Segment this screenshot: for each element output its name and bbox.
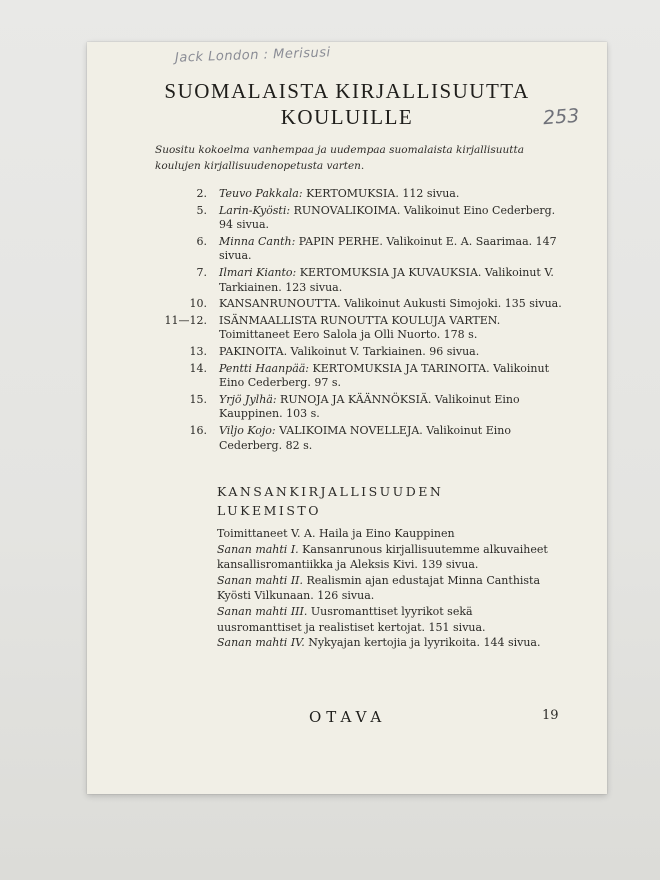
entry-author: Viljo Kojo: bbox=[219, 423, 276, 437]
list-item bbox=[137, 424, 567, 453]
section-title bbox=[217, 482, 443, 520]
entry-text bbox=[219, 266, 567, 295]
entry-number: 16. bbox=[189, 423, 207, 437]
list-item bbox=[137, 187, 567, 202]
list-item bbox=[137, 345, 567, 360]
handwritten-note: Jack London : Merisusi bbox=[174, 45, 331, 66]
list-item bbox=[137, 297, 567, 312]
entry-text bbox=[219, 362, 567, 391]
entry-text bbox=[219, 345, 567, 360]
entry-title: KERTOMUKSIA. 112 sivua. bbox=[306, 187, 460, 200]
entry-text bbox=[219, 314, 567, 343]
list-item bbox=[137, 314, 567, 343]
volume-text: Uusromanttiset lyyrikot sekä uusromanttiset ja realistiset kertojat. 151 sivua. bbox=[217, 604, 486, 634]
entry-number: 14. bbox=[189, 361, 207, 375]
entry-number: 15. bbox=[189, 392, 207, 406]
title-line-2: KOULUILLE bbox=[280, 105, 414, 129]
volume-name: Sanan mahti II. bbox=[217, 573, 304, 587]
entry-number: 13. bbox=[189, 344, 207, 358]
entry-title: PAPIN PERHE. Valikoinut E. A. Saarimaa. 147 sivua. bbox=[219, 234, 557, 263]
entry-number: 6. bbox=[196, 234, 207, 248]
intro-text: Suositu kokoelma vanhempaa ja uudempaa suomalaista kirjallisuutta koulujen kirjallisuudenopetusta varten. bbox=[155, 144, 524, 172]
volume-name: Sanan mahti I. bbox=[217, 542, 299, 556]
entry-title: PAKINOITA. Valikoinut V. Tarkiainen. 96 sivua. bbox=[219, 344, 480, 358]
section-body bbox=[217, 526, 557, 651]
entry-author: Larin-Kyösti: bbox=[219, 203, 291, 217]
volume-item bbox=[217, 542, 557, 573]
entry-number: 11—12. bbox=[164, 313, 207, 327]
entry-number: 7. bbox=[196, 265, 207, 279]
entry-text bbox=[219, 297, 567, 312]
volume-item bbox=[217, 635, 557, 651]
section-title-line-2: LUKEMISTO bbox=[217, 503, 322, 518]
entry-title: KANSANRUNOUTTA. Valikoinut Aukusti Simojoki. 135 sivua. bbox=[219, 297, 562, 311]
entry-text bbox=[219, 393, 567, 422]
volume-text: Kansanrunous kirjallisuutemme alkuvaiheet kansallisromantiikka ja Aleksis Kivi. 139 sivua. bbox=[217, 542, 548, 572]
entry-text bbox=[219, 187, 567, 202]
entry-title: RUNOJA JA KÄÄNNÖKSIÄ. Valikoinut Eino Kauppinen. 103 s. bbox=[219, 392, 520, 421]
entry-number: 10. bbox=[189, 297, 207, 311]
publisher-name: OTAVA bbox=[309, 708, 387, 726]
section-editors: Toimittaneet V. A. Haila ja Eino Kauppinen bbox=[217, 527, 455, 540]
series-list bbox=[137, 187, 567, 455]
entry-title: KERTOMUKSIA JA KUVAUKSIA. Valikoinut V. Tarkiainen. 123 sivua. bbox=[219, 265, 554, 294]
volume-item bbox=[217, 604, 557, 635]
list-item bbox=[137, 235, 567, 264]
volume-text: Realismin ajan edustajat Minna Canthista Kyösti Vilkunaan. 126 sivua. bbox=[217, 573, 541, 603]
entry-title: RUNOVALIKOIMA. Valikoinut Eino Cederberg. 94 sivua. bbox=[219, 203, 556, 232]
entry-title: ISÄNMAALLISTA RUNOUTTA KOULUJA VARTEN. Toimittaneet Eero Salola ja Olli Nuorto. 178 s. bbox=[219, 313, 501, 342]
entry-number: 2. bbox=[196, 187, 207, 200]
entry-title: VALIKOIMA NOVELLEJA. Valikoinut Eino Cederberg. 82 s. bbox=[219, 423, 511, 452]
entry-author: Yrjö Jylhä: bbox=[219, 392, 277, 406]
list-item bbox=[137, 393, 567, 422]
volume-name: Sanan mahti III. bbox=[217, 604, 308, 618]
entry-author: Pentti Haanpää: bbox=[219, 361, 310, 375]
entry-text bbox=[219, 424, 567, 453]
entry-author: Teuvo Pakkala: bbox=[219, 187, 303, 200]
list-item bbox=[137, 362, 567, 391]
page-number: 19 bbox=[542, 708, 559, 723]
list-item bbox=[137, 204, 567, 233]
volume-text: Nykyajan kertojia ja lyyrikoita. 144 sivua. bbox=[308, 636, 541, 650]
list-item bbox=[137, 266, 567, 295]
entry-author: Minna Canth: bbox=[219, 234, 296, 248]
entry-number: 5. bbox=[196, 203, 207, 217]
entry-text bbox=[219, 235, 567, 264]
section-title-line-1: KANSANKIRJALLISUUDEN bbox=[217, 484, 444, 499]
page-title bbox=[87, 78, 607, 130]
entry-author: Ilmari Kianto: bbox=[219, 265, 297, 279]
entry-text bbox=[219, 204, 567, 233]
volume-item bbox=[217, 573, 557, 604]
volume-name: Sanan mahti IV. bbox=[217, 636, 305, 650]
title-line-1: SUOMALAISTA KIRJALLISUUTTA bbox=[164, 79, 530, 103]
handwritten-number: 253 bbox=[542, 104, 580, 130]
entry-title: KERTOMUKSIA JA TARINOITA. Valikoinut Eino Cederberg. 97 s. bbox=[219, 361, 550, 390]
book-back-cover bbox=[87, 42, 607, 794]
